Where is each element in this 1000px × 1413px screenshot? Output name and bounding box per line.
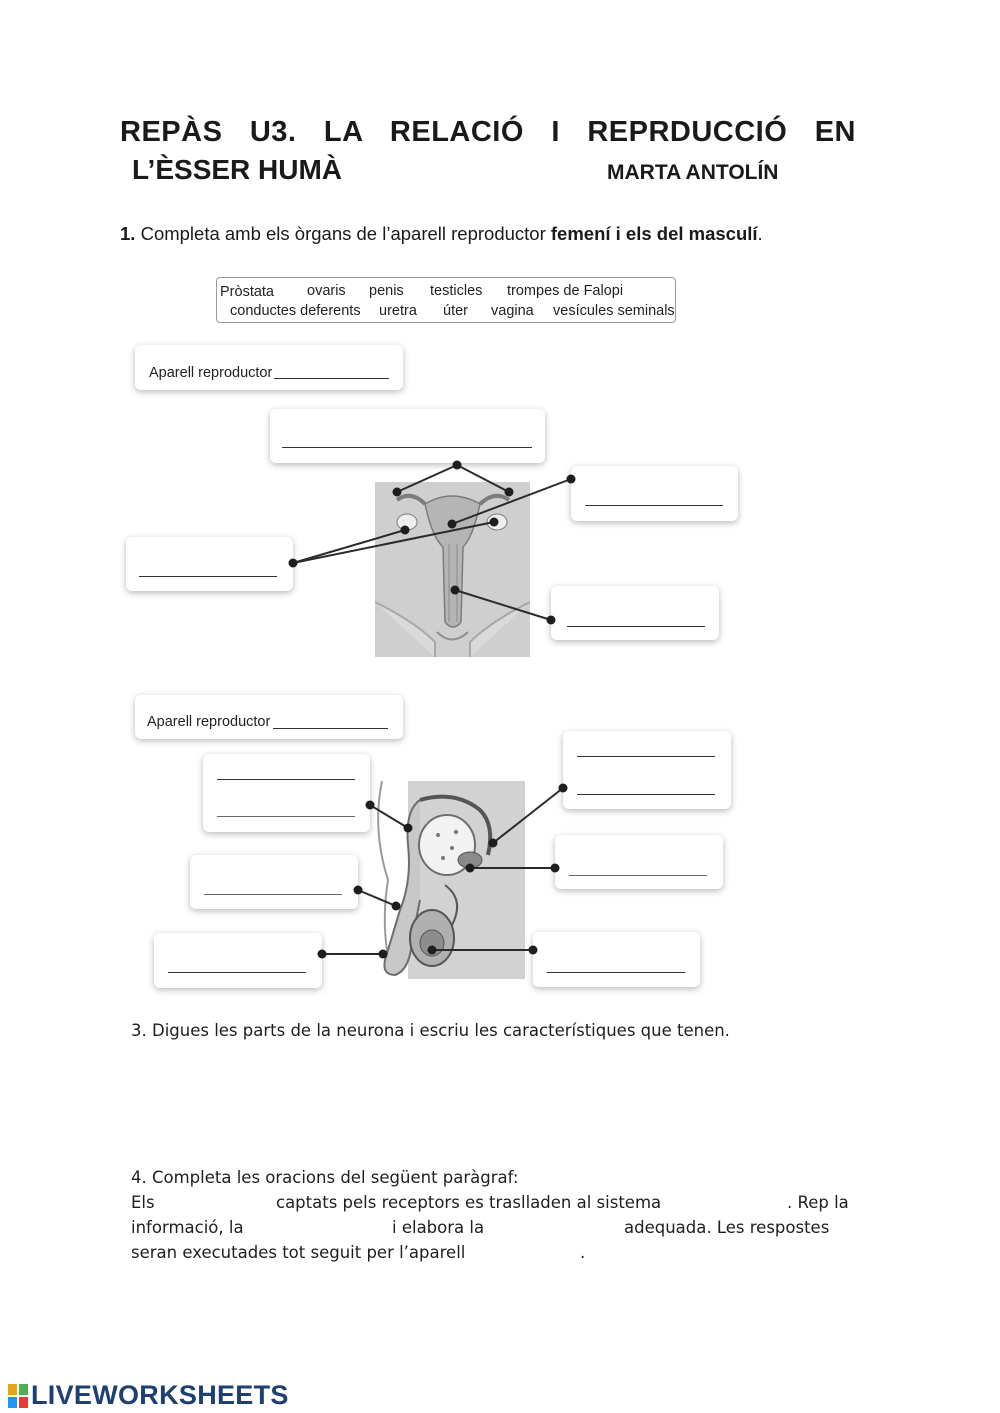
blank-process-input[interactable] [248,1218,383,1240]
word-bank-item: vagina [491,303,534,319]
word-bank-item: conductes deferents [230,303,361,319]
liveworksheets-logo[interactable] [8,1380,289,1411]
question-4-heading: 4. Completa les oracions del següent paràgraf: [131,1168,519,1187]
blank-apparatus-input[interactable] [462,1243,574,1265]
worksheet-title: REPÀS U3. LA RELACIÓ I REPRDUCCIÓ EN [120,116,856,148]
author-name: MARTA ANTOLÍN [607,161,779,184]
question-1-bold-text: femení i els del masculí [550,223,758,244]
word-bank-item: vesícules seminals [553,303,675,319]
question-4-text: . Rep la [787,1193,849,1212]
question-4-text: seran executades tot seguit per l’aparell [131,1243,466,1262]
word-bank-item: trompes de Falopi [507,283,624,299]
blank-stimuli-input[interactable] [160,1193,270,1215]
question-1-text-end: . [757,223,763,244]
liveworksheets-logo-icon [8,1382,28,1410]
word-bank-item: uretra [379,303,417,319]
question-4-text: Els [131,1193,155,1212]
question-3: 3. Digues les parts de la neurona i escriu les característiques que tenen. [131,1021,730,1040]
question-4-text: i elabora la [392,1218,485,1237]
blank-system-input[interactable] [660,1193,780,1215]
question-1-text: Completa amb els òrgans de l’aparell reproductor [135,223,551,244]
word-bank-item: penis [369,283,404,299]
question-4-text: . [580,1243,586,1262]
worksheet-title-line2: L’ÈSSER HUMÀ [132,154,343,185]
word-bank-item: ovaris [307,283,346,299]
word-bank-item: Pròstata [220,284,274,300]
female-system-label: Aparell reproductor [149,365,273,381]
question-1-number: 1. [120,223,136,244]
liveworksheets-logo-text: LIVEWORKSHEETS [31,1380,289,1410]
word-bank-item: testicles [430,283,483,299]
question-4-text: adequada. Les respostes [624,1218,830,1237]
male-system-label: Aparell reproductor [147,714,271,730]
word-bank-item: úter [443,303,468,319]
question-4-text: informació, la [131,1218,244,1237]
blank-response-input[interactable] [488,1218,616,1240]
question-4-text: captats pels receptors es traslladen al sistema [276,1193,662,1212]
